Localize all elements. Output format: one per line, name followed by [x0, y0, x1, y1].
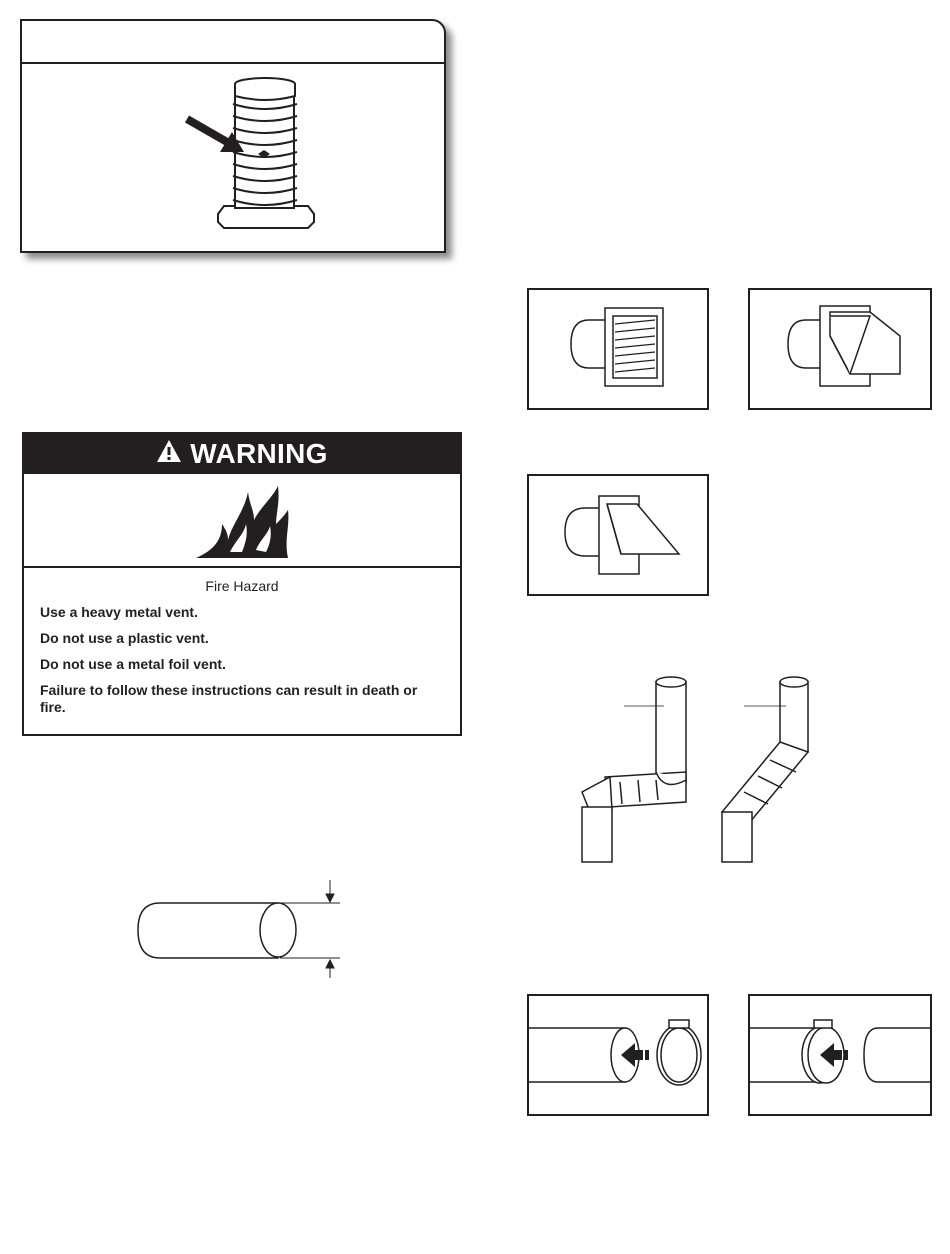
offset-vent-elbows-illustration [560, 672, 830, 872]
flame-icon [192, 480, 292, 560]
warning-body [24, 568, 460, 716]
box-hood-illustration [750, 290, 930, 408]
vent-diameter-illustration [130, 870, 350, 980]
hose-figure-header [22, 21, 444, 64]
fire-hazard-warning [22, 432, 462, 736]
warning-header [24, 434, 460, 474]
warning-line: Do not use a plastic vent. [40, 630, 209, 646]
warning-line: Failure to follow these instructions can result in death or fire. [40, 682, 418, 715]
flexible-vent-hose-illustration [22, 64, 444, 250]
clamp-over-vent-illustration [529, 996, 707, 1114]
hazard-name: Fire Hazard [205, 578, 279, 594]
warning-line: Do not use a metal foil vent. [40, 656, 226, 672]
louvered-hood-figure [527, 288, 709, 410]
clamp-step-two-figure [748, 994, 932, 1116]
clamp-step-one-figure [527, 994, 709, 1116]
angled-hood-illustration [529, 476, 707, 594]
box-hood-figure [748, 288, 932, 410]
hose-figure-panel [20, 19, 446, 253]
angled-hood-figure [527, 474, 709, 596]
louvered-hood-illustration [529, 290, 707, 408]
warning-line: Use a heavy metal vent. [40, 604, 198, 620]
warning-triangle-icon [156, 438, 182, 470]
clamp-join-vent-illustration [750, 996, 930, 1114]
flame-icon-area [24, 474, 460, 568]
warning-title: WARNING [190, 438, 328, 469]
